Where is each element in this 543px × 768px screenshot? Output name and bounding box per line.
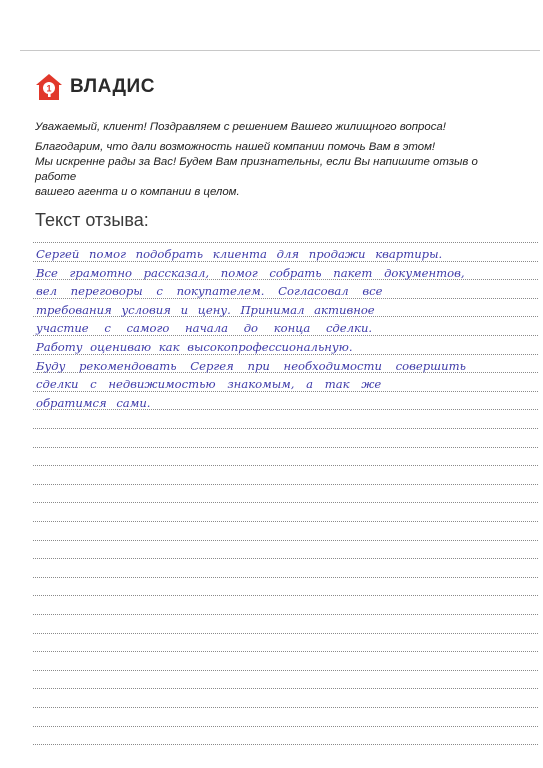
thanks-line-2: Мы искренне рады за Вас! Будем Вам признательны, если Вы напишите отзыв о работе	[35, 156, 478, 183]
handwritten-line: Все грамотно рассказал, помог собрать пакет документов,	[36, 265, 465, 280]
handwritten-line: обратимся сами.	[36, 395, 151, 410]
ruled-line	[33, 540, 538, 541]
ruled-line	[33, 577, 538, 578]
thanks-block	[35, 140, 515, 200]
ruled-line	[33, 242, 538, 243]
review-title: Текст отзыва:	[35, 210, 149, 230]
ruled-line	[33, 447, 538, 448]
ruled-line	[33, 726, 538, 727]
ruled-line	[33, 707, 538, 708]
handwritten-line: вел переговоры с покупателем. Согласовал все	[36, 284, 383, 299]
handwritten-line: требования условия и цену. Принимал активное	[36, 302, 375, 317]
thanks-line-1: Благодарим, что дали возможность нашей компании помочь Вам в этом!	[35, 141, 436, 153]
ruled-line	[33, 595, 538, 596]
svg-text:1: 1	[46, 83, 52, 94]
ruled-line	[33, 521, 538, 522]
ruled-line	[33, 744, 538, 745]
handwritten-line: сделки с недвижимостью знакомым, а так же	[36, 377, 382, 392]
greeting-text: Уважаемый, клиент! Поздравляем с решением Вашего жилищного вопроса!	[35, 121, 446, 133]
handwritten-line: Сергей помог подобрать клиента для продажи квартиры.	[36, 247, 443, 261]
handwritten-line: Работу оцениваю как высокопрофессиональную.	[36, 340, 353, 354]
brand-logo	[34, 72, 155, 102]
thanks-line-3: вашего агента и о компании в целом.	[35, 186, 240, 198]
brand-name: ВЛАДИС	[70, 76, 155, 97]
house-key-icon	[34, 72, 64, 102]
ruled-line	[33, 688, 538, 689]
ruled-line	[33, 633, 538, 634]
top-divider	[20, 50, 540, 51]
ruled-line	[33, 465, 538, 466]
ruled-line	[33, 651, 538, 652]
ruled-line	[33, 484, 538, 485]
ruled-line	[33, 670, 538, 671]
handwritten-line: Буду рекомендовать Сергея при необходимости совершить	[36, 358, 466, 373]
ruled-line	[33, 428, 538, 429]
ruled-line	[33, 558, 538, 559]
handwritten-line: участие с самого начала до конца сделки.	[36, 321, 373, 336]
ruled-line	[33, 502, 538, 503]
ruled-line	[33, 614, 538, 615]
